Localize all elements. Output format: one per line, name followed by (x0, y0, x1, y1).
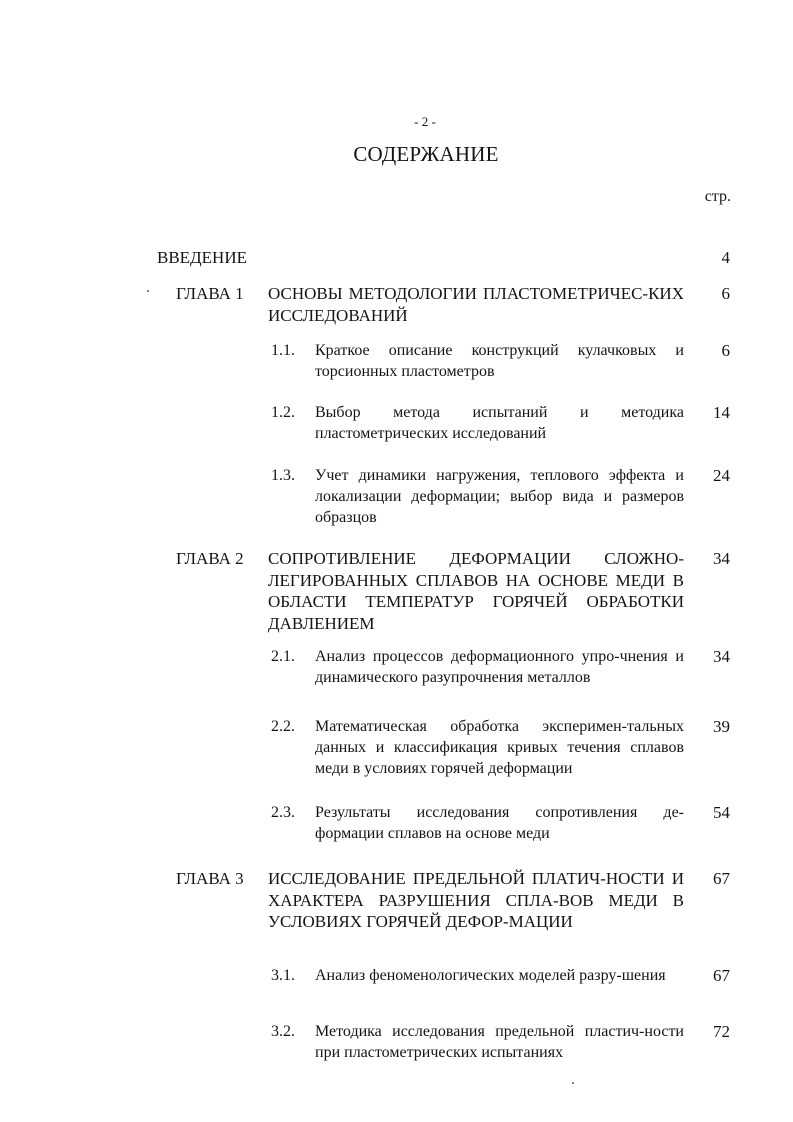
section-1-2-page: 14 (713, 403, 730, 422)
section-1-2-title: Выбор метода испытаний и методика пластометрических исследований (315, 404, 684, 442)
section-2-2-page: 39 (713, 717, 730, 736)
section-1-1-page: 6 (721, 341, 730, 360)
section-1-3-title: Учет динамики нагружения, теплового эффекта и локализации деформации; выбор вида и размеров образцов (315, 467, 684, 526)
page-number: - 2 - (414, 114, 436, 129)
toc-intro-label: ВВЕДЕНИЕ (157, 248, 247, 267)
section-1-3-number: 1.3. (271, 467, 295, 484)
section-2-2-title: Математическая обработка эксперимен-тальных данных и классификация кривых течения сплавов меди в условиях горячей деформации (315, 718, 684, 777)
section-2-3-page: 54 (713, 803, 730, 822)
chapter-2-label: ГЛАВА 2 (176, 549, 244, 568)
page-title: СОДЕРЖАНИЕ (353, 142, 499, 166)
chapter-1-label: ГЛАВА 1 (176, 284, 244, 303)
section-3-1-title: Анализ феноменологических моделей разру-шения (315, 967, 666, 984)
scan-speck (572, 1082, 574, 1084)
section-3-2-number: 3.2. (271, 1023, 295, 1040)
chapter-3-label: ГЛАВА 3 (176, 869, 244, 888)
section-1-1-number: 1.1. (271, 342, 295, 359)
chapter-2-page: 34 (713, 549, 730, 568)
section-1-3-page: 24 (713, 466, 730, 485)
chapter-1-title: ОСНОВЫ МЕТОДОЛОГИИ ПЛАСТОМЕТРИЧЕС-КИХ ИССЛЕДОВАНИЙ (268, 284, 684, 325)
section-3-2-page: 72 (713, 1022, 730, 1041)
section-2-2-number: 2.2. (271, 718, 295, 735)
section-3-2-title: Методика исследования предельной пластич-ности при пластометрических испытаниях (315, 1023, 684, 1061)
section-2-1-page: 34 (713, 647, 730, 666)
scan-speck (147, 290, 149, 292)
section-2-1-title: Анализ процессов деформационного упро-чнения и динамического разупрочнения металлов (315, 648, 684, 686)
chapter-1-page: 6 (721, 284, 730, 303)
chapter-3-title: ИССЛЕДОВАНИЕ ПРЕДЕЛЬНОЙ ПЛАТИЧ-НОСТИ И ХАРАКТЕРА РАЗРУШЕНИЯ СПЛА-ВОВ МЕДИ В УСЛОВИЯХ ГОРЯЧЕЙ ДЕФОР-МАЦИИ (268, 869, 684, 931)
page-column-header: стр. (704, 188, 731, 205)
chapter-3-page: 67 (713, 869, 730, 888)
section-3-1-number: 3.1. (271, 967, 295, 984)
section-2-3-number: 2.3. (271, 804, 295, 821)
toc-intro-page: 4 (721, 248, 730, 267)
section-1-1-title: Краткое описание конструкций кулачковых и торсионных пластометров (315, 342, 684, 380)
section-2-3-title: Результаты исследования сопротивления де-формации сплавов на основе меди (315, 804, 684, 842)
section-3-1-page: 67 (713, 966, 730, 985)
chapter-2-title: СОПРОТИВЛЕНИЕ ДЕФОРМАЦИИ СЛОЖНО-ЛЕГИРОВАННЫХ СПЛАВОВ НА ОСНОВЕ МЕДИ В ОБЛАСТИ ТЕМПЕРАТУР ГОРЯЧЕЙ ОБРАБОТКИ ДАВЛЕНИЕМ (268, 549, 684, 633)
section-2-1-number: 2.1. (271, 648, 295, 665)
section-1-2-number: 1.2. (271, 404, 295, 421)
